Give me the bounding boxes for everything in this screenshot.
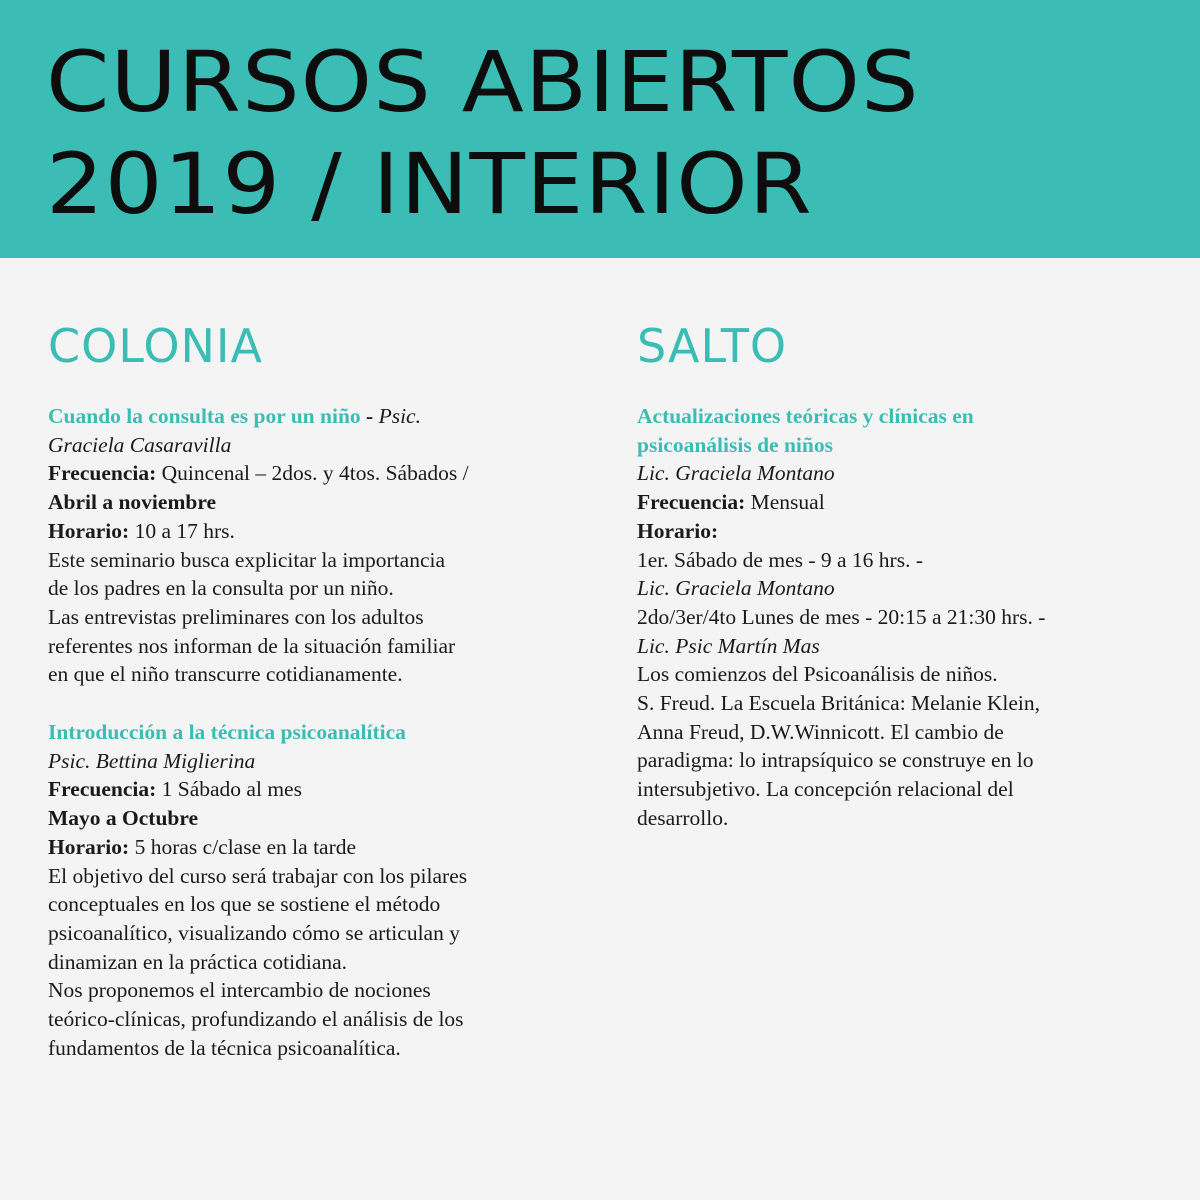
course-title-line — [48, 402, 578, 431]
course-period: Abril a noviembre — [48, 490, 217, 515]
description-line: Nos proponemos el intercambio de nociones — [48, 978, 431, 1003]
description-line: en que el niño transcurre cotidianamente. — [48, 662, 403, 687]
description-line: Este seminario busca explicitar la importancia — [48, 547, 446, 572]
course-card-tecnica-psicoanalitica — [48, 718, 578, 1062]
frequency-label: Frecuencia: — [48, 461, 157, 486]
description-line: fundamentos de la técnica psicoanalítica. — [48, 1035, 401, 1060]
course-hours — [48, 517, 578, 546]
course-hours — [48, 833, 578, 862]
description-line: conceptuales en los que se sostiene el método — [48, 892, 441, 917]
city-heading-salto: SALTO — [637, 319, 788, 373]
course-period: Mayo a Octubre — [48, 806, 199, 831]
course-card-consulta-nino — [48, 402, 578, 689]
schedule-teacher: Lic. Graciela Montano — [637, 576, 835, 601]
description-line: psicoanalítico, visualizando cómo se articulan y — [48, 920, 460, 945]
schedule-teacher: Lic. Psic Martín Mas — [637, 633, 820, 658]
course-frequency — [48, 775, 578, 804]
hours-label: Horario: — [48, 518, 130, 543]
title-separator: - — [360, 404, 379, 428]
hours-label: Horario: — [48, 834, 130, 859]
frequency-value: Mensual — [745, 490, 825, 515]
description-line: dinamizan en la práctica cotidiana. — [48, 949, 348, 974]
description-line: desarrollo. — [637, 805, 729, 830]
description-line: Anna Freud, D.W.Winnicott. El cambio de — [637, 719, 1004, 744]
course-card-actualizaciones — [637, 402, 1177, 833]
course-title-line: Actualizaciones teóricas y clínicas en — [637, 404, 974, 428]
description-line: teórico-clínicas, profundizando el análisis de los — [48, 1007, 464, 1032]
page-title-line-1: CURSOS ABIERTOS — [46, 33, 920, 131]
frequency-value: Quincenal – 2dos. y 4tos. Sábados / — [156, 461, 469, 486]
description-line: de los padres en la consulta por un niño. — [48, 576, 394, 601]
course-teacher-prefix: Psic. — [378, 404, 421, 428]
course-title: Cuando la consulta es por un niño — [48, 404, 361, 428]
course-teacher: Lic. Graciela Montano — [637, 461, 835, 486]
page-title-line-2: 2019 / INTERIOR — [46, 135, 813, 233]
colonia-section — [48, 318, 578, 1062]
schedule-line: 1er. Sábado de mes - 9 a 16 hrs. - — [637, 547, 923, 572]
description-line: intersubjetivo. La concepción relacional del — [637, 777, 1014, 802]
course-title-line: psicoanálisis de niños — [637, 432, 833, 457]
course-frequency — [637, 488, 1177, 517]
hours-label: Horario: — [637, 518, 719, 543]
description-line: paradigma: lo intrapsíquico se construye en lo — [637, 748, 1034, 773]
city-heading-colonia: COLONIA — [48, 319, 263, 373]
header-banner — [0, 0, 1200, 258]
hours-value: 5 horas c/clase en la tarde — [129, 834, 357, 859]
description-line: referentes nos informan de la situación familiar — [48, 633, 456, 658]
frequency-label: Frecuencia: — [48, 777, 157, 802]
description-line: S. Freud. La Escuela Británica: Melanie Klein, — [637, 691, 1040, 716]
frequency-value: 1 Sábado al mes — [156, 777, 302, 802]
description-line: Las entrevistas preliminares con los adultos — [48, 604, 424, 629]
frequency-label: Frecuencia: — [637, 490, 746, 515]
description-line: El objetivo del curso será trabajar con los pilares — [48, 863, 468, 888]
course-title: Introducción a la técnica psicoanalítica — [48, 720, 406, 745]
course-teacher: Graciela Casaravilla — [48, 432, 232, 457]
course-frequency — [48, 459, 578, 488]
salto-section — [637, 318, 1177, 833]
course-teacher: Psic. Bettina Miglierina — [48, 748, 256, 773]
schedule-line: 2do/3er/4to Lunes de mes - 20:15 a 21:30 hrs. - — [637, 604, 1046, 629]
description-line: Los comienzos del Psicoanálisis de niños. — [637, 662, 998, 687]
hours-value: 10 a 17 hrs. — [129, 518, 235, 543]
